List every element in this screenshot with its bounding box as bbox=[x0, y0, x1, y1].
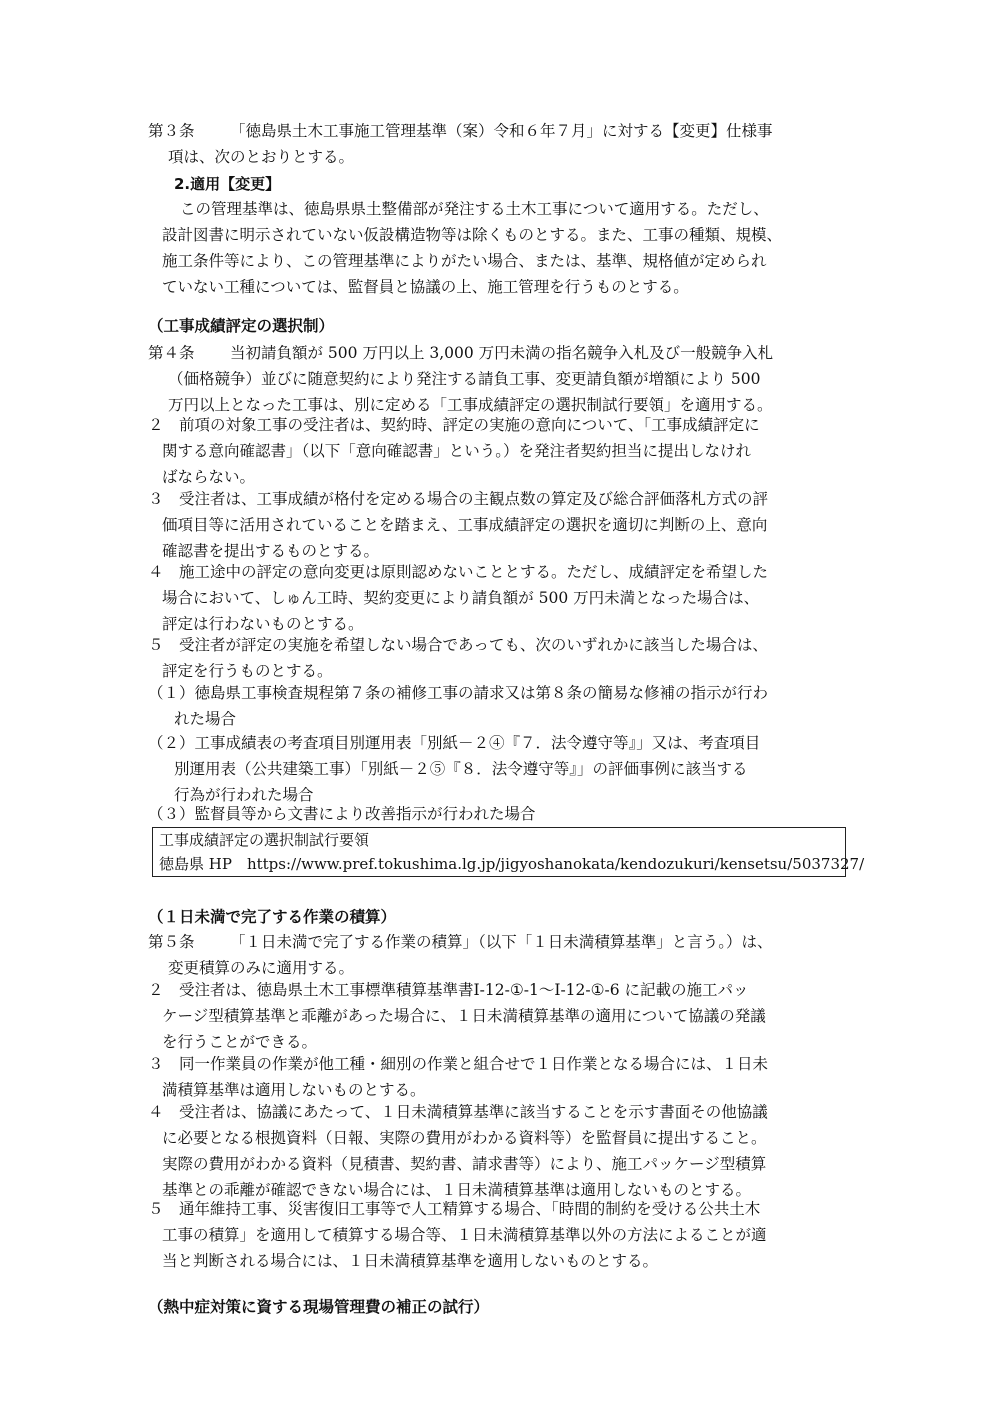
article-3-line-2: 項は、次のとおりとする。 bbox=[168, 148, 355, 166]
applicability-line-2: 設計図書に明示されていない仮設構造物等は除くものとする。また、工事の種類、規模、 bbox=[162, 226, 783, 244]
article-5-paragraph-4 bbox=[148, 1099, 768, 1203]
article-4-line-2: （価格競争）並びに随意契約により発注する請負工事、変更請負額が増額により 500 bbox=[168, 370, 761, 388]
list-item-line: 別運用表（公共建築工事）「別紙－２⑤『８．法令遵守等』」の評価事例に該当する bbox=[174, 760, 748, 778]
paragraph-line: 工事の積算」を適用して積算する場合等、１日未満積算基準以外の方法によることが適 bbox=[162, 1226, 767, 1244]
paragraph-line: 基準との乖離が確認できない場合には、１日未満積算基準は適用しないものとする。 bbox=[162, 1181, 752, 1199]
applicability-subheading: 2.適用【変更】 bbox=[174, 175, 281, 193]
list-item-line: 行為が行われた場合 bbox=[174, 786, 314, 804]
paragraph-line: ３ 同一作業員の作業が他工種・細別の作業と組合せで１日作業となる場合には、１日未 bbox=[148, 1055, 769, 1073]
list-item-2 bbox=[148, 730, 760, 808]
paragraph-line: 実際の費用がわかる資料（見積書、契約書、請求書等）により、施工パッケージ型積算 bbox=[162, 1155, 767, 1173]
article-4-paragraph-2 bbox=[148, 412, 760, 490]
paragraph-line: に必要となる根拠資料（日報、実際の費用がわかる資料等）を監督員に提出すること。 bbox=[162, 1129, 767, 1147]
list-item-3: （３）監督員等から文書により改善指示が行われた場合 bbox=[148, 805, 536, 823]
paragraph-line: 価項目等に活用されていることを踏まえ、工事成績評定の選択を適切に判断の上、意向 bbox=[162, 516, 768, 534]
section-heading-oneday: （１日未満で完了する作業の積算） bbox=[148, 908, 397, 926]
paragraph-line: 場合において、しゅん工時、契約変更により請負額が 500 万円未満となった場合は、 bbox=[162, 589, 760, 607]
list-item-1 bbox=[148, 680, 768, 732]
applicability-line-1: この管理基準は、徳島県県土整備部が発注する土木工事について適用する。ただし、 bbox=[180, 200, 769, 218]
paragraph-line: ５ 受注者が評定の実施を希望しない場合であっても、次のいずれかに該当した場合は、 bbox=[148, 636, 768, 654]
paragraph-line: ４ 受注者は、協議にあたって、１日未満積算基準に該当することを示す書面その他協議 bbox=[148, 1103, 768, 1121]
applicability-line-3: 施工条件等により、この管理基準によりがたい場合、または、基準、規格値が定められ bbox=[162, 252, 767, 270]
paragraph-line: ばならない。 bbox=[162, 468, 256, 486]
paragraph-line: ２ 受注者は、徳島県土木工事標準積算基準書Ⅰ-12-①-1～Ⅰ-12-①-6 に記載の施工パッ bbox=[148, 981, 749, 999]
article-3 bbox=[148, 118, 773, 170]
article-5 bbox=[148, 929, 773, 981]
paragraph-line: ４ 施工途中の評定の意向変更は原則認めないこととする。ただし、成績評定を希望した bbox=[148, 563, 769, 581]
paragraph-line: 満積算基準は適用しないものとする。 bbox=[162, 1081, 426, 1099]
paragraph-line: 当と判断される場合には、１日未満積算基準を適用しないものとする。 bbox=[162, 1252, 659, 1270]
reference-url: 徳島県 HP https://www.pref.tokushima.lg.jp/jigyoshanokata/kendozukuri/kensetsu/5037327/ bbox=[159, 855, 865, 873]
article-4-line-3: 万円以上となった工事は、別に定める「工事成績評定の選択制試行要領」を適用する。 bbox=[168, 396, 773, 414]
paragraph-line: 評定は行わないものとする。 bbox=[162, 615, 364, 633]
list-item-line: れた場合 bbox=[174, 710, 237, 728]
article-5-paragraph-3 bbox=[148, 1051, 768, 1103]
article-5-line-2: 変更積算のみに適用する。 bbox=[168, 959, 355, 977]
article-4-line-1: 第４条 当初請負額が 500 万円以上 3,000 万円未満の指名競争入札及び一般競争入札 bbox=[148, 340, 773, 366]
applicability-line-4: ていない工種については、監督員と協議の上、施工管理を行うものとする。 bbox=[162, 278, 689, 296]
paragraph-line: ３ 受注者は、工事成績が格付を定める場合の主観点数の算定及び総合評価落札方式の評 bbox=[148, 490, 769, 508]
article-5-line-1: 第５条 「１日未満で完了する作業の積算」（以下「１日未満積算基準」と言う。）は、 bbox=[148, 929, 773, 955]
article-3-title: 第３条 bbox=[148, 122, 195, 140]
paragraph-line: 評定を行うものとする。 bbox=[162, 662, 333, 680]
article-5-paragraph-5 bbox=[148, 1196, 767, 1274]
article-4-paragraph-3 bbox=[148, 486, 768, 564]
article-4 bbox=[148, 340, 773, 418]
reference-title: 工事成績評定の選択制試行要領 bbox=[159, 831, 370, 849]
reference-box bbox=[152, 827, 865, 877]
paragraph-line: 関する意向確認書」（以下「意向確認書」という。）を発注者契約担当に提出しなけれ bbox=[162, 442, 752, 460]
paragraph-line: ５ 通年維持工事、災害復旧工事等で人工精算する場合、「時間的制約を受ける公共土木 bbox=[148, 1200, 761, 1218]
article-5-title: 第５条 bbox=[148, 933, 195, 951]
paragraph-line: を行うことができる。 bbox=[162, 1033, 318, 1051]
applicability-body bbox=[162, 196, 782, 300]
article-5-paragraph-2 bbox=[148, 977, 766, 1055]
section-heading-heatstroke: （熱中症対策に資する現場管理費の補正の試行） bbox=[148, 1298, 490, 1316]
article-4-paragraph-5 bbox=[148, 632, 768, 684]
article-4-title: 第４条 bbox=[148, 344, 195, 362]
article-4-paragraph-4 bbox=[148, 559, 768, 637]
paragraph-line: 確認書を提出するものとする。 bbox=[162, 542, 380, 560]
paragraph-line: ２ 前項の対象工事の受注者は、契約時、評定の実施の意向について、「工事成績評定に bbox=[148, 416, 760, 434]
section-heading-selection: （工事成績評定の選択制） bbox=[148, 317, 335, 335]
list-item-line: （１）徳島県工事検査規程第７条の補修工事の請求又は第８条の簡易な修補の指示が行わ bbox=[148, 684, 769, 702]
list-item-line: （２）工事成績表の考査項目別運用表「別紙－２④『７．法令遵守等』」又は、考査項目 bbox=[148, 734, 761, 752]
paragraph-line: ケージ型積算基準と乖離があった場合に、１日未満積算基準の適用について協議の発議 bbox=[162, 1007, 766, 1025]
article-3-line-1: 第３条 「徳島県土木工事施工管理基準（案）令和６年７月」に対する【変更】仕様事 bbox=[148, 118, 773, 144]
